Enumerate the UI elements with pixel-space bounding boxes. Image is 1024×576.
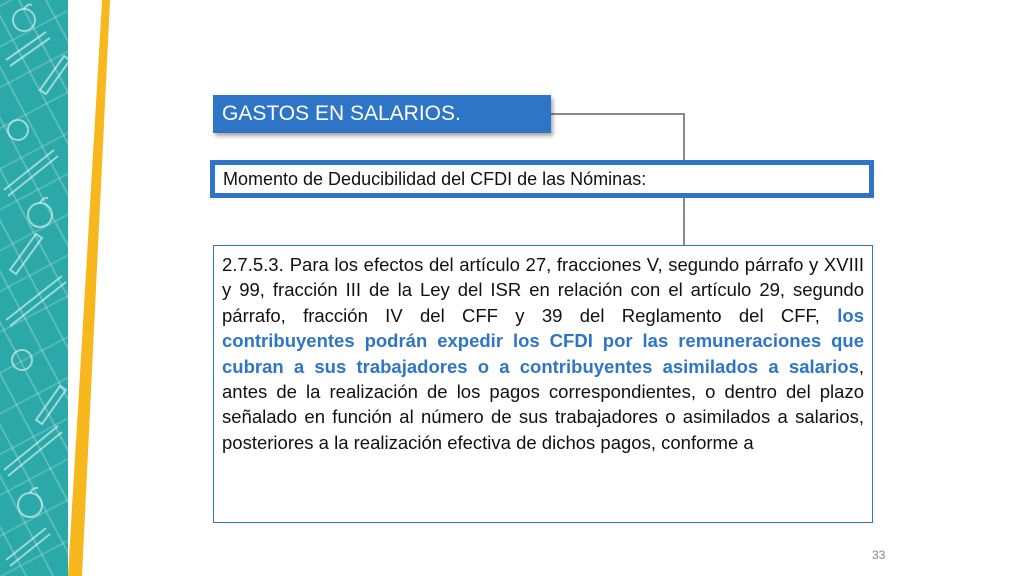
- section-title: GASTOS EN SALARIOS.: [213, 95, 551, 133]
- subtitle-box: [210, 160, 874, 198]
- rule-text-highlight: los contribuyentes podrán expedir los CFDI por las remuneraciones que cubran a sus trabajadores o a contribuyentes asimilados a salarios: [222, 304, 864, 377]
- rule-text-box: [213, 245, 873, 523]
- school-pattern-icon: [0, 0, 76, 576]
- decorative-yellow-stripe: [68, 0, 118, 576]
- rule-number: 2.7.5.3.: [222, 254, 284, 275]
- rule-text-part1: Para los efectos del artículo 27, fracciones V, segundo párrafo y XVIII y 99, fracción III de la Ley del ISR en relación con el artículo 29, segundo párrafo, fracción IV del CFF y 39 del Reglamento del CFF,: [222, 254, 864, 326]
- decorative-teal-band: [0, 0, 76, 576]
- subtitle-text: Momento de Deducibilidad del CFDI de las Nóminas:: [223, 169, 647, 189]
- rule-text-part2: , antes de la realización de los pagos correspondientes, o dentro del plazo señalado en función al número de sus trabajadores o asimilados a salarios, posteriores a la realización efectiva de dichos pagos, conforme a: [222, 355, 864, 453]
- page-number: 33: [872, 548, 886, 562]
